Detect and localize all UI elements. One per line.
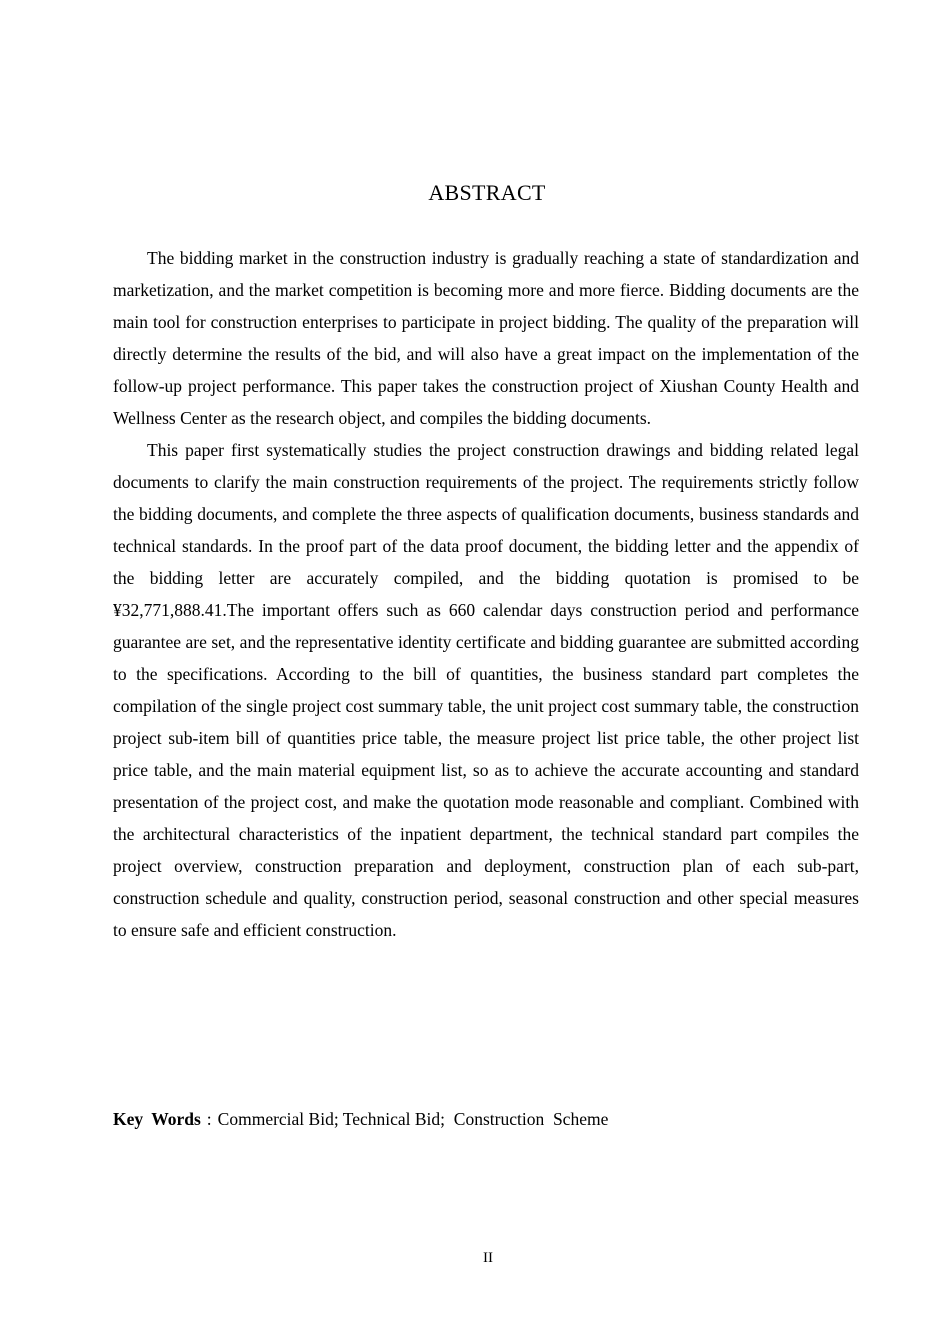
keywords-list: Commercial Bid; Technical Bid; Construction Scheme [217,1109,609,1129]
abstract-paragraph-2: This paper first systematically studies the project construction drawings and bidding related legal documents to clarify the main construction requirements of the project. The requirements strictly follow the bidding documents, and complete the three aspects of qualification documents, business standards and technical standards. In the proof part of the data proof document, the bidding letter and the appendix of the bidding letter are accurately compiled, and the bidding quotation is promised to be ¥32,771,888.41.The important offers such as 660 calendar days construction period and performance guarantee are set, and the representative identity certificate and bidding guarantee are submitted according to the specifications. According to the bill of quantities, the business standard part completes the compilation of the single project cost summary table, the unit project cost summary table, the construction project sub-item bill of quantities price table, the measure project list price table, the other project list price table, and the main material equipment list, so as to achieve the accurate accounting and standard presentation of the project cost, and make the quotation mode reasonable and compliant. Combined with the architectural characteristics of the inpatient department, the technical standard part compiles the project overview, construction preparation and deployment, construction plan of each sub-part, construction schedule and quality, construction period, seasonal construction and other special measures to ensure safe and efficient construction. [113,440,859,940]
abstract-title: ABSTRACT [428,180,546,205]
abstract-body [113,242,859,946]
keywords-label: Key Words [113,1109,201,1129]
keywords-line [113,1103,859,1135]
page-number: II [483,1250,493,1266]
keywords-separator: : [206,1109,212,1129]
abstract-paragraph-1: The bidding market in the construction industry is gradually reaching a state of standardization and marketization, and the market competition is becoming more and more fierce. Bidding documents are the main tool for construction enterprises to participate in project bidding. The quality of the preparation will directly determine the results of the bid, and will also have a great impact on the implementation of the follow-up project performance. This paper takes the construction project of Xiushan County Health and Wellness Center as the research object, and compiles the bidding documents. [113,248,859,428]
